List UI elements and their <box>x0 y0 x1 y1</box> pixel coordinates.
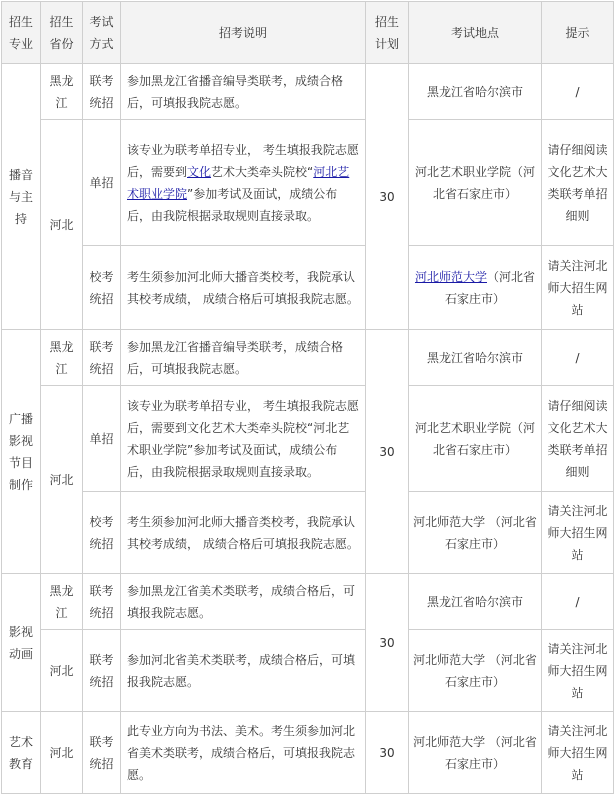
tip-cell: 请仔细阅读文化艺术大类联考单招细则 <box>542 120 614 246</box>
description-cell: 参加黑龙江省播音编导类联考，成绩合格后，可填报我院志愿。 <box>121 330 366 386</box>
table-row <box>2 630 614 712</box>
header-tip: 提示 <box>542 2 614 64</box>
tip-cell: / <box>542 330 614 386</box>
plan-cell: 30 <box>366 64 409 330</box>
description-text: 该专业为联考单招专业， 考生填报我院志愿后，需要到 <box>127 142 359 179</box>
province-cell: 黑龙江 <box>41 64 83 120</box>
table-row <box>2 246 614 330</box>
description-cell: 该专业为联考单招专业， 考生填报我院志愿后，需要到文化艺术大类牵头院校“河北艺术职业学院”参加考试及面试，成绩公布后，由我院根据录取规则直接录取。 <box>121 386 366 492</box>
description-cell: 参加河北省美术类联考，成绩合格后，可填报我院志愿。 <box>121 630 366 712</box>
header-method: 考试方式 <box>83 2 121 64</box>
location-cell: 河北艺术职业学院（河北省石家庄市） <box>409 120 542 246</box>
method-cell: 校考统招 <box>83 246 121 330</box>
description-cell: 考生须参加河北师大播音类校考，我院承认其校考成绩， 成绩合格后可填报我院志愿。 <box>121 492 366 574</box>
tip-cell: / <box>542 64 614 120</box>
culture-link[interactable]: 文化 <box>187 164 212 179</box>
plan-cell: 30 <box>366 330 409 574</box>
method-cell: 联考统招 <box>83 64 121 120</box>
plan-cell: 30 <box>366 712 409 794</box>
method-cell: 单招 <box>83 120 121 246</box>
table-row <box>2 386 614 492</box>
description-cell: 参加黑龙江省美术类联考，成绩合格后，可填报我院志愿。 <box>121 574 366 630</box>
province-cell: 河北 <box>41 630 83 712</box>
header-province: 招生省份 <box>41 2 83 64</box>
hebei-normal-university-link[interactable]: 河北师范大学 <box>414 269 487 284</box>
location-cell: 黑龙江省哈尔滨市 <box>409 64 542 120</box>
description-cell: 此专业方向为书法、美术。考生须参加河北省美术类联考，成绩合格后，可填报我院志愿。 <box>121 712 366 794</box>
tip-cell: / <box>542 574 614 630</box>
table-row <box>2 64 614 120</box>
table-row <box>2 120 614 246</box>
method-cell: 联考统招 <box>83 330 121 386</box>
province-cell: 黑龙江 <box>41 330 83 386</box>
location-cell: 黑龙江省哈尔滨市 <box>409 574 542 630</box>
plan-cell: 30 <box>366 574 409 712</box>
admissions-table <box>1 1 614 794</box>
header-plan: 招生计划 <box>366 2 409 64</box>
location-text: （河北省石家庄市） <box>444 269 536 306</box>
location-cell: 河北师范大学 （河北省石家庄市） <box>409 712 542 794</box>
province-cell: 黑龙江 <box>41 574 83 630</box>
location-cell <box>409 246 542 330</box>
method-cell: 单招 <box>83 386 121 492</box>
header-location: 考试地点 <box>409 2 542 64</box>
province-cell: 河北 <box>41 712 83 794</box>
location-cell: 河北师范大学 （河北省石家庄市） <box>409 492 542 574</box>
description-cell <box>121 120 366 246</box>
table-row <box>2 492 614 574</box>
location-cell: 河北师范大学 （河北省石家庄市） <box>409 630 542 712</box>
table-row <box>2 712 614 794</box>
table-row <box>2 330 614 386</box>
major-cell: 播音与主持 <box>2 64 41 330</box>
header-description: 招考说明 <box>121 2 366 64</box>
method-cell: 联考统招 <box>83 630 121 712</box>
method-cell: 联考统招 <box>83 712 121 794</box>
tip-cell: 请关注河北师大招生网站 <box>542 492 614 574</box>
hebei-art-college-link[interactable]: 河北艺术职业学院 <box>127 164 350 201</box>
method-cell: 校考统招 <box>83 492 121 574</box>
header-major: 招生专业 <box>2 2 41 64</box>
tip-cell: 请关注河北师大招生网站 <box>542 630 614 712</box>
location-cell: 黑龙江省哈尔滨市 <box>409 330 542 386</box>
major-cell: 广播影视节目制作 <box>2 330 41 574</box>
major-cell: 艺术教育 <box>2 712 41 794</box>
tip-cell: 请关注河北师大招生网站 <box>542 246 614 330</box>
description-cell: 考生须参加河北师大播音类校考，我院承认其校考成绩， 成绩合格后可填报我院志愿。 <box>121 246 366 330</box>
description-text: ”参加考试及面试，成绩公布后，由我院根据录取规则直接录取。 <box>127 186 338 223</box>
major-cell: 影视动画 <box>2 574 41 712</box>
description-text: 艺术大类牵头院校“ <box>211 164 314 179</box>
method-cell: 联考统招 <box>83 574 121 630</box>
location-cell: 河北艺术职业学院（河北省石家庄市） <box>409 386 542 492</box>
tip-cell: 请关注河北师大招生网站 <box>542 712 614 794</box>
tip-cell: 请仔细阅读文化艺术大类联考单招细则 <box>542 386 614 492</box>
header-row <box>2 2 614 64</box>
province-cell: 河北 <box>41 386 83 574</box>
province-cell: 河北 <box>41 120 83 330</box>
description-cell: 参加黑龙江省播音编导类联考，成绩合格后，可填报我院志愿。 <box>121 64 366 120</box>
table-row <box>2 574 614 630</box>
